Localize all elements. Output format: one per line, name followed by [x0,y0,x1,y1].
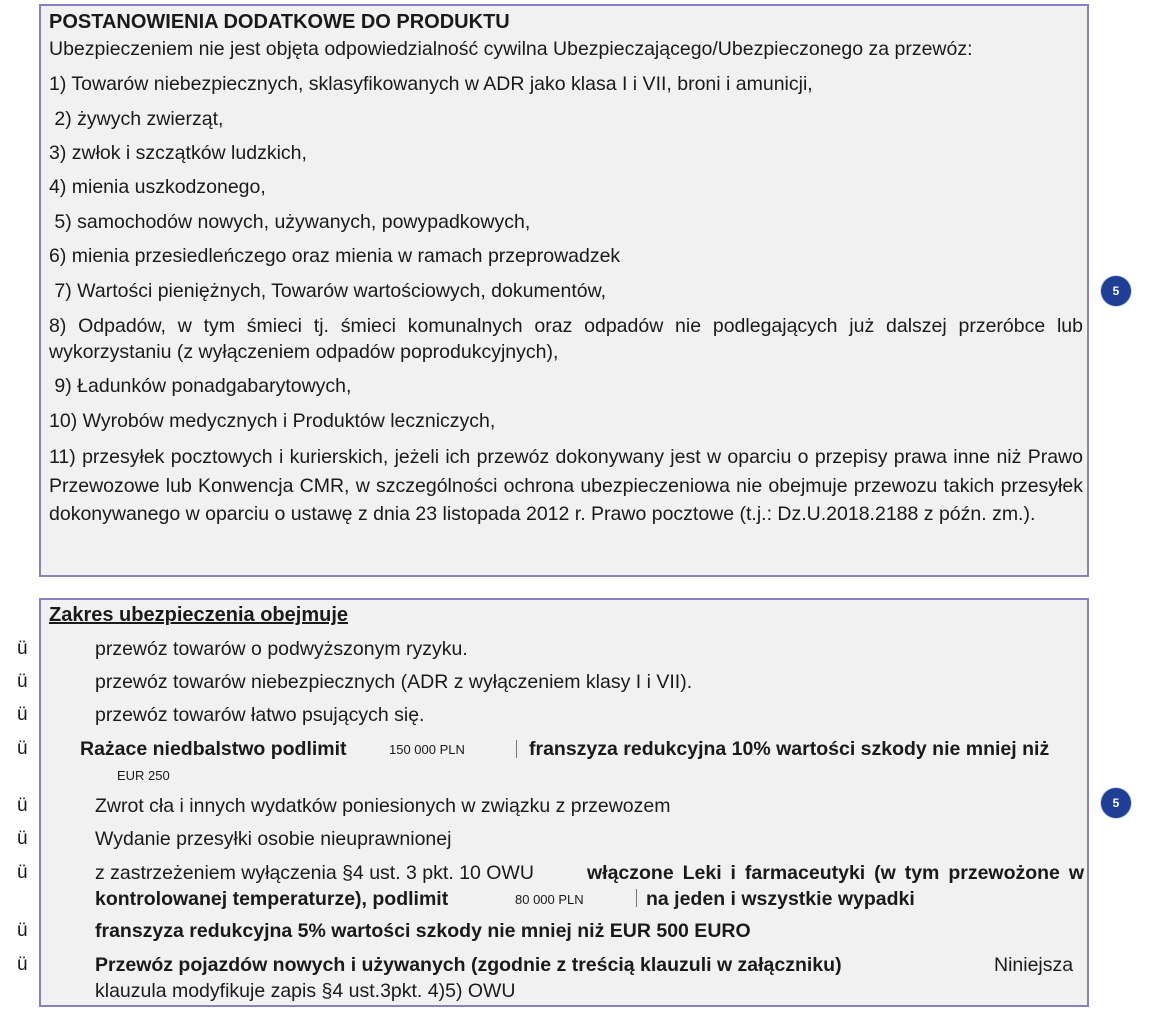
deductible-text: franszyza redukcyjna 10% wartości szkody nie mniej niż [529,738,1050,760]
vehicles-clause: Przewóz pojazdów nowych i używanych (zgodnie z treścią klauzuli w załączniku) [95,954,842,976]
medicines-scope: na jeden i wszystkie wypadki [646,888,915,910]
check-icon: ü [17,738,28,759]
check-icon: ü [17,795,28,816]
gross-negligence-label: Rażace niedbalstwo podlimit [80,738,347,760]
check-icon: ü [17,828,28,849]
exclusion-item: 11) przesyłek pocztowych i kurierskich, jeżeli ich przewóz dokonywany jest w oparciu o przepisy prawa inne niż Prawo Przewozowe lub Konwencja CMR, w szczególności ochrona ubezpieczeniowa nie obejmuje przewozu takich przesyłek dokonywanego w oparciu o ustawę z dnia 23 listopada 2012 r. Prawo pocztowe (t.j.: Dz.U.2018.2188 z późn. zm.). [49,446,1083,525]
exclusion-item: 3) zwłok i szczątków ludzkich, [49,142,307,164]
field-cursor [636,885,637,911]
coverage-item: przewóz towarów niebezpiecznych (ADR z wyłączeniem klasy I i VII). [95,671,693,693]
exclusion-item: 4) mienia uszkodzonego, [49,176,266,198]
check-icon: ü [17,954,28,975]
check-icon: ü [17,704,28,725]
exclusion-reference: z zastrzeżeniem wyłączenia §4 ust. 3 pkt. 10 OWU [95,862,534,884]
exclusion-item: 6) mienia przesiedleńczego oraz mienia w ramach przeprowadzek [49,245,621,267]
page-badge: 5 [1101,788,1131,818]
check-icon: ü [17,638,28,659]
coverage-title: Zakres ubezpieczenia obejmuje [49,604,348,626]
exclusion-item: 7) Wartości pieniężnych, Towarów wartościowych, dokumentów, [49,280,607,302]
exclusion-item: 8) Odpadów, w tym śmieci tj. śmieci komunalnych oraz odpadów nie podlegających już dalszej przeróbce lub wykorzystaniu (z wyłączeniem odpadów poprodukcyjnych), [49,315,1083,363]
medicines-coverage: włączone Leki i farmaceutyki (w tym przewożone w kontrolowanej temperaturze), podlimit [95,862,1084,910]
exclusion-item: 1) Towarów niebezpiecznych, sklasyfikowanych w ADR jako klasa I i VII, broni i amunicji, [49,73,813,95]
check-icon: ü [17,671,28,692]
gross-negligence-limit: 150 000 PLN [389,742,465,757]
exclusion-item: 10) Wyrobów medycznych i Produktów leczniczych, [49,410,496,432]
vehicles-clause-note: Niniejsza klauzula modyfikuje zapis §4 ust.3pkt. 4)5) OWU [95,954,1074,1002]
medicines-limit: 80 000 PLN [515,892,584,907]
coverage-item: przewóz towarów o podwyższonym ryzyku. [95,638,468,660]
coverage-item: przewóz towarów łatwo psujących się. [95,704,425,726]
coverage-item: franszyza redukcyjna 5% wartości szkody nie mniej niż EUR 500 EURO [95,920,751,942]
exclusion-item: 9) Ładunków ponadgabarytowych, [49,375,352,397]
exclusion-item: 2) żywych zwierząt, [49,108,224,130]
coverage-item: Zwrot cła i innych wydatków poniesionych w związku z przewozem [95,795,671,817]
deductible-amount: EUR 250 [117,768,170,783]
coverage-item: Wydanie przesyłki osobie nieuprawnionej [95,828,452,850]
section-title: POSTANOWIENIA DODATKOWE DO PRODUKTU [49,11,510,33]
exclusions-intro: Ubezpieczeniem nie jest objęta odpowiedzialność cywilna Ubezpieczającego/Ubezpieczonego za przewóz: [49,38,973,60]
check-icon: ü [17,920,28,941]
check-icon: ü [17,862,28,883]
page-badge: 5 [1101,276,1131,306]
exclusion-item: 5) samochodów nowych, używanych, powypadkowych, [49,211,531,233]
